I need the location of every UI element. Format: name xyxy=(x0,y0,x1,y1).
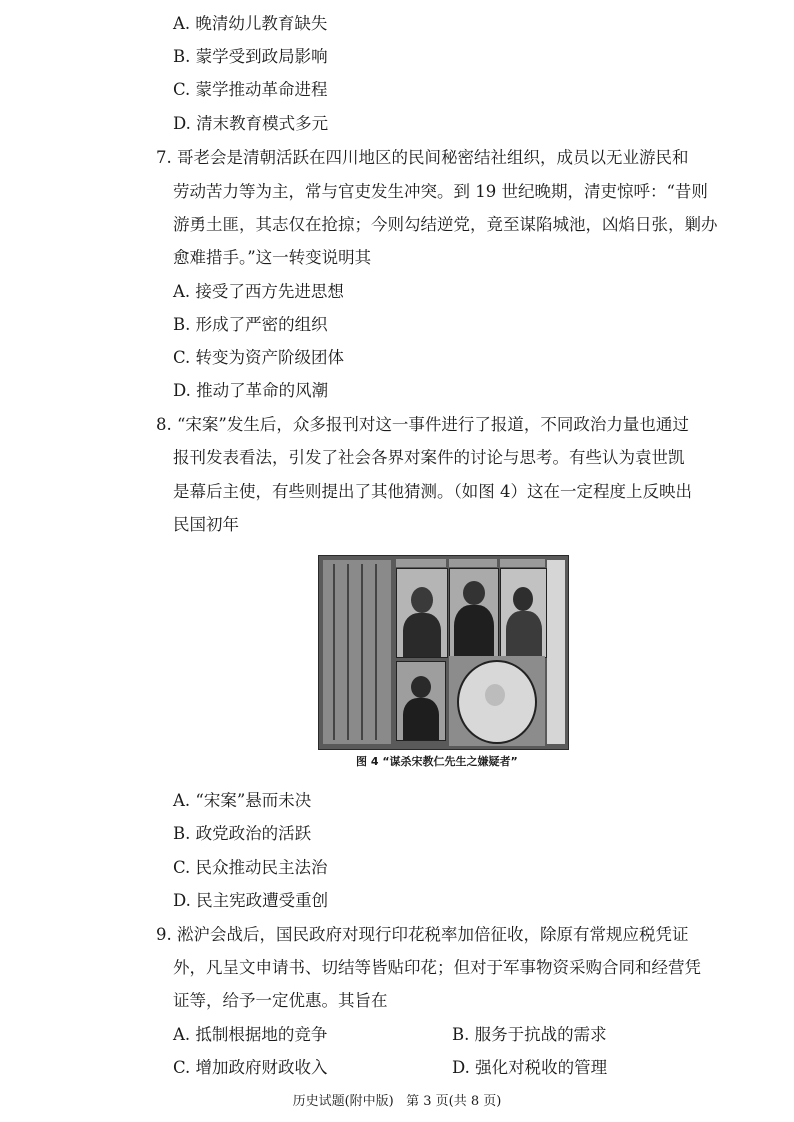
portrait-4 xyxy=(396,661,446,741)
q7-option-d: D. 推动了革命的风潮 xyxy=(173,381,329,400)
q7-option-c: C. 转变为资产阶级团体 xyxy=(173,348,345,367)
q7-stem-line-4: 愈难措手。”这一转变说明其 xyxy=(173,248,372,267)
q6-option-c: C. 蒙学推动革命进程 xyxy=(173,80,328,99)
portrait-2-caption-strip xyxy=(449,559,497,567)
q6-option-b: B. 蒙学受到政局影响 xyxy=(173,47,328,66)
portrait-1-caption-strip xyxy=(396,559,446,567)
q8-option-b: B. 政党政治的活跃 xyxy=(173,824,312,843)
q9-option-d: D. 强化对税收的管理 xyxy=(452,1058,608,1077)
portrait-5-oval xyxy=(449,656,545,746)
figure-newspaper-portraits xyxy=(318,555,569,750)
q8-stem-line-1: 8. “宋案”发生后，众多报刊对这一事件进行了报道，不同政治力量也通过 xyxy=(156,415,689,434)
q7-option-a: A. 接受了西方先进思想 xyxy=(173,282,344,301)
q9-stem-line-3: 证等，给予一定优惠。其旨在 xyxy=(173,991,388,1010)
q8-option-a: A. “宋案”悬而未决 xyxy=(173,791,312,810)
q8-option-d: D. 民主宪政遭受重创 xyxy=(173,891,329,910)
portrait-3-caption-strip xyxy=(500,559,545,567)
page-footer: 历史试题(附中版) 第 3 页(共 8 页) xyxy=(292,1094,502,1109)
portrait-2 xyxy=(449,568,499,658)
q7-stem-line-2: 劳动苦力等为主，常与官吏发生冲突。到 19 世纪晚期，清吏惊呼：“昔则 xyxy=(173,182,708,201)
q7-stem-line-1: 7. 哥老会是清朝活跃在四川地区的民间秘密结社组织，成员以无业游民和 xyxy=(156,148,689,167)
q7-stem-line-3: 游勇土匪，其志仅在抢掠；今则勾结逆党，竟至谋陷城池，凶焰日张，剿办 xyxy=(173,215,718,234)
q6-option-d: D. 清末教育模式多元 xyxy=(173,114,329,133)
figure-caption: 图 4 “谋杀宋教仁先生之嫌疑者” xyxy=(356,755,518,768)
calligraphy-column xyxy=(547,560,565,744)
q7-option-b: B. 形成了严密的组织 xyxy=(173,315,328,334)
q8-stem-line-3: 是幕后主使，有些则提出了其他猜测。（如图 4）这在一定程度上反映出 xyxy=(173,482,692,501)
q8-option-c: C. 民众推动民主法治 xyxy=(173,858,328,877)
newspaper-text-column xyxy=(323,560,391,744)
q8-stem-line-4: 民国初年 xyxy=(173,515,239,534)
portrait-1 xyxy=(396,568,448,658)
q9-option-a: A. 抵制根据地的竞争 xyxy=(173,1025,328,1044)
q9-stem-line-1: 9. 淞沪会战后，国民政府对现行印花税率加倍征收，除原有常规应税凭证 xyxy=(156,925,689,944)
q9-option-c: C. 增加政府财政收入 xyxy=(173,1058,328,1077)
q6-option-a: A. 晚清幼儿教育缺失 xyxy=(173,14,328,33)
portrait-3 xyxy=(500,568,547,658)
q8-stem-line-2: 报刊发表看法，引发了社会各界对案件的讨论与思考。有些认为袁世凯 xyxy=(173,448,685,467)
q9-stem-line-2: 外，凡呈文申请书、切结等皆贴印花；但对于军事物资采购合同和经营凭 xyxy=(173,958,701,977)
q9-option-b: B. 服务于抗战的需求 xyxy=(452,1025,607,1044)
